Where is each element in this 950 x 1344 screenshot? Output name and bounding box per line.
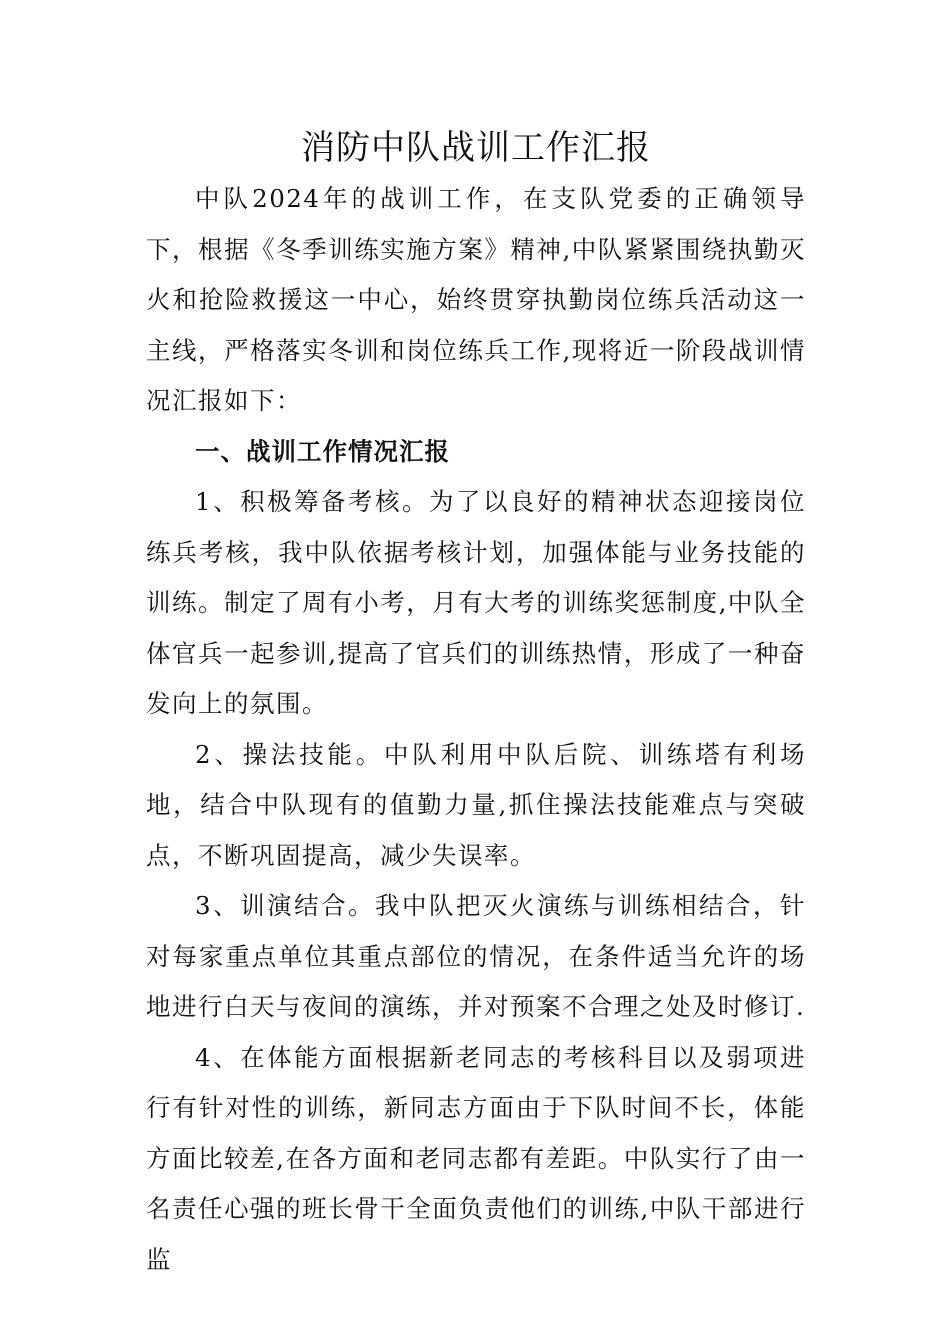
item-paragraph-1: 1、积极筹备考核。为了以良好的精神状态迎接岗位练兵考核，我中队依据考核计划，加强体能与业务技能的训练。制定了周有小考，月有大考的训练奖惩制度,中队全体官兵一起参训,提高了官兵们的训练热情，形成了一种奋发向上的氛围。 (146, 487, 806, 718)
item-paragraph-3: 3、训演结合。我中队把灭火演练与训练相结合，针对每家重点单位其重点部位的情况，在条件适当允许的场地进行白天与夜间的演练，并对预案不合理之处及时修订. (146, 891, 806, 1021)
document-body (146, 122, 806, 1285)
item-paragraph-2: 2、操法技能。中队利用中队后院、训练塔有利场地，结合中队现有的值勤力量,抓住操法技能难点与突破点，不断巩固提高，减少失误率。 (146, 739, 806, 870)
section-heading: 一、战训工作情况汇报 (195, 436, 450, 466)
item-paragraph-4: 4、在体能方面根据新老同志的考核科目以及弱项进行有针对性的训练，新同志方面由于下队时间不长，体能方面比较差,在各方面和老同志都有差距。中队实行了由一名责任心强的班长骨干全面负责他们的训练,中队干部进行监 (146, 1042, 806, 1274)
intro-paragraph: 中队2024年的战训工作，在支队党委的正确领导下，根据《冬季训练实施方案》精神,中队紧紧围绕执勤灭火和抢险救援这一中心，始终贯穿执勤岗位练兵活动这一主线，严格落实冬训和岗位练兵工作,现将近一阶段战训情况汇报如下： (146, 184, 806, 415)
document-title: 消防中队战训工作汇报 (301, 128, 651, 168)
